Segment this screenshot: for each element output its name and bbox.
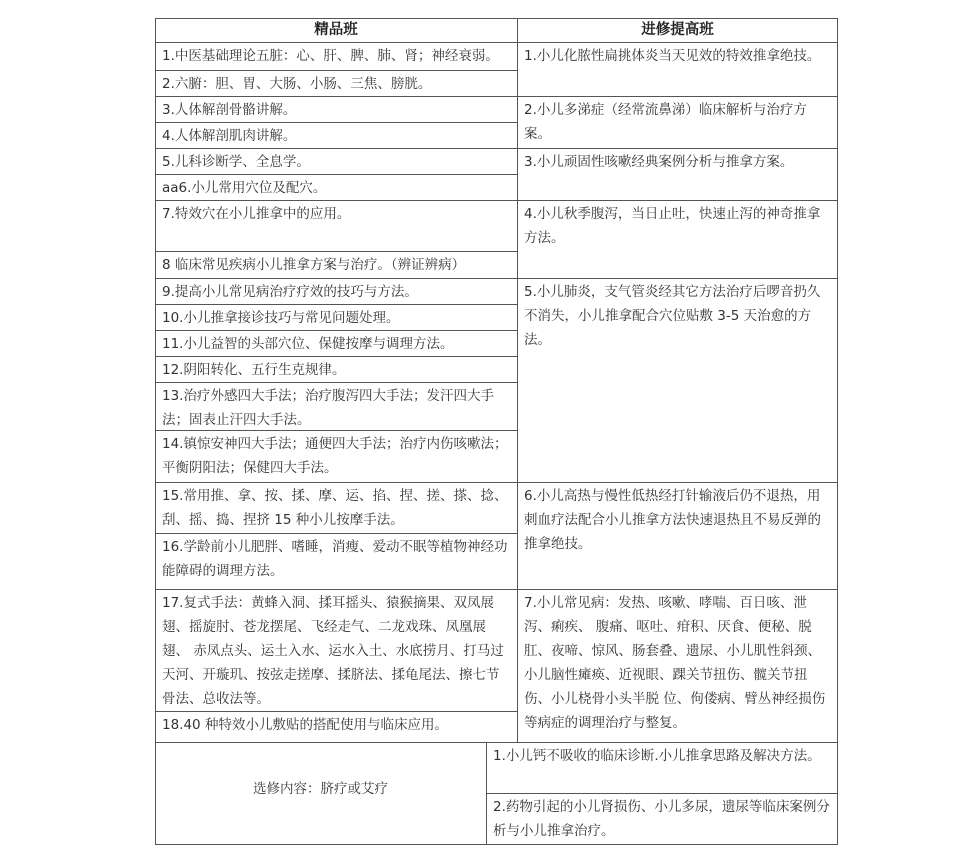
left-item-14: 14.镇惊安神四大手法；通便四大手法；治疗内伤咳嗽法；平衡阴阳法；保健四大手法。 <box>162 436 508 476</box>
left-item-8: 8 临床常见疾病小儿推拿方案与治疗。（辨证辨病） <box>162 257 466 273</box>
left-item-9: 9.提高小儿常见病治疗疗效的技巧与方法。 <box>162 284 418 300</box>
elective-item-1: 1.小儿钙不吸收的临床诊断.小儿推拿思路及解决方法。 <box>493 748 821 764</box>
right-item-7: 7.小儿常见病：发热、咳嗽、哮喘、百日咳、泄泻、痢疾、 腹痛、呕吐、疳积、厌食、便秘、脱肛、夜啼、惊风、肠套叠、遗尿、小儿肌性斜颈、小儿脑性瘫痪、近视眼、踝关节扭伤、髋关节扭伤、小儿桡骨小头半脱 位、佝偻病、臂丛神经损伤等病症的调理治疗与整复。 <box>524 595 826 731</box>
left-item-16: 16.学龄前小儿肥胖、嗜睡，消瘦、爱动不眠等植物神经功能障碍的调理方法。 <box>162 539 508 579</box>
left-item-12: 12.阴阳转化、五行生克规律。 <box>162 362 346 378</box>
elective-item-2: 2.药物引起的小儿肾损伤、小儿多尿，遗尿等临床案例分析与小儿推拿治疗。 <box>493 799 830 839</box>
left-item-13: 13.治疗外感四大手法；治疗腹泻四大手法；发汗四大手法；固表止汗四大手法。 <box>162 388 494 428</box>
elective-label: 选修内容：脐疗或艾疗 <box>253 781 388 797</box>
left-item-15: 15.常用推、拿、按、揉、摩、运、掐、捏、搓、搽、捻、刮、摇、捣、捏挤 15 种小儿按摩手法。 <box>162 488 508 528</box>
left-item-6: aa6.小儿常用穴位及配穴。 <box>162 180 327 196</box>
left-item-3: 3.人体解剖骨骼讲解。 <box>162 102 297 118</box>
left-item-11: 11.小儿益智的头部穴位、保健按摩与调理方法。 <box>162 336 454 352</box>
right-item-5: 5.小儿肺炎，支气管炎经其它方法治疗后啰音扔久不消失，小儿推拿配合穴位贴敷 3-5 天治愈的方法。 <box>524 284 821 348</box>
right-item-1: 1.小儿化脓性扁挑体炎当天见效的特效推拿绝技。 <box>524 48 821 64</box>
left-item-7: 7.特效穴在小儿推拿中的应用。 <box>162 206 351 222</box>
right-item-4: 4.小儿秋季腹泻，当日止吐，快速止泻的神奇推拿方法。 <box>524 206 821 246</box>
header-premium-class: 精品班 <box>314 22 358 38</box>
right-item-2: 2.小儿多涕症（经常流鼻涕）临床解析与治疗方案。 <box>524 102 807 142</box>
left-item-10: 10.小儿推拿接诊技巧与常见问题处理。 <box>162 310 400 326</box>
course-table <box>155 18 838 845</box>
left-item-17: 17.复式手法：黄蜂入洞、揉耳摇头、猿猴摘果、双凤展翅、摇旋肘、苍龙摆尾、飞经走气、二龙戏珠、凤凰展翅、 赤凤点头、运土入水、运水入土、水底捞月、打马过天河、开璇玑、按弦走搓摩、揉脐法、揉龟尾法、擦七节骨法、总收法等。 <box>162 595 504 707</box>
left-item-18: 18.40 种特效小儿敷贴的搭配使用与临床应用。 <box>162 717 448 733</box>
left-item-4: 4.人体解剖肌肉讲解。 <box>162 128 297 144</box>
right-item-3: 3.小儿顽固性咳嗽经典案例分析与推拿方案。 <box>524 154 794 170</box>
header-advanced-class: 进修提高班 <box>641 22 714 38</box>
left-item-1: 1.中医基础理论五脏：心、肝、脾、肺、肾；神经衰弱。 <box>162 48 499 64</box>
left-item-5: 5.儿科诊断学、全息学。 <box>162 154 310 170</box>
left-item-2: 2.六腑：胆、胃、大肠、小肠、三焦、膀胱。 <box>162 76 432 92</box>
right-item-6: 6.小儿高热与慢性低热经打针输液后仍不退热，用刺血疗法配合小儿推拿方法快速退热且不易反弹的推拿绝技。 <box>524 488 821 552</box>
